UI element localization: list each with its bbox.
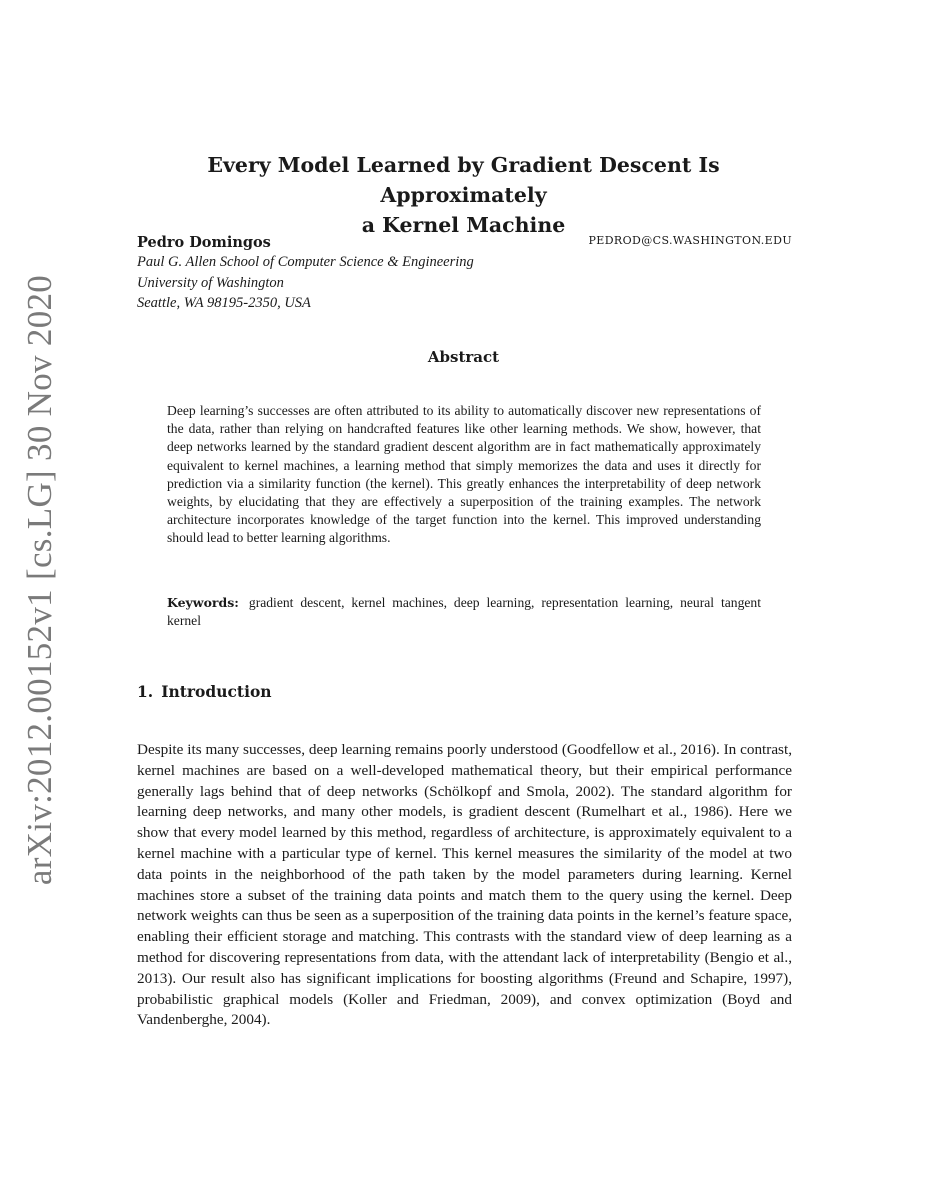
- keywords-text: gradient descent, kernel machines, deep learning, representation learning, neural tangent kernel: [167, 595, 761, 629]
- introduction-paragraph: Despite its many successes, deep learning remains poorly understood (Goodfellow et al., 2016). In contrast, kernel machines are based on a well-developed mathematical theory, but their empirical performance generally lags behind that of deep networks (Schölkopf and Smola, 2002). The standard algorithm for learning deep networks, and many other models, is gradient descent (Rumelhart et al., 1986). Here we show that every model learned by this method, regardless of architecture, is approximately equivalent to a kernel machine with a particular type of kernel. This kernel measures the similarity of the model at two data points in the neighborhood of the path taken by the model parameters during learning. Kernel machines store a subset of the training data points and match them to the query using the kernel. Deep network weights can thus be seen as a superposition of the training data points in the kernel’s feature space, enabling their efficient storage and matching. This contrasts with the standard view of deep learning as a method for discovering representations from data, with the attendant lack of interpretability (Bengio et al., 2013). Our result also has significant implications for boosting algorithms (Freund and Schapire, 1997), probabilistic graphical models (Koller and Friedman, 2009), and convex optimization (Boyd and Vandenberghe, 2004).: [137, 741, 792, 1029]
- title-line-1: Every Model Learned by Gradient Descent Is Approximately: [207, 153, 720, 207]
- section-number: 1.: [137, 682, 154, 701]
- author-row: [137, 232, 792, 252]
- author-email: PEDROD@CS.WASHINGTON.EDU: [588, 234, 792, 247]
- section-title: Introduction: [161, 682, 272, 701]
- keywords: [167, 594, 761, 630]
- paper-title: [130, 150, 797, 240]
- title-line-2: a Kernel Machine: [361, 213, 566, 237]
- author-name: Pedro Domingos: [137, 234, 271, 251]
- affiliation-line-1: Paul G. Allen School of Computer Science & Engineering: [137, 254, 474, 270]
- affiliation-line-3: Seattle, WA 98195-2350, USA: [137, 295, 311, 311]
- abstract-heading: Abstract: [427, 348, 500, 366]
- affiliation-line-2: University of Washington: [137, 274, 284, 291]
- keywords-label: Keywords:: [167, 595, 239, 610]
- arxiv-identifier-stamp: arXiv:2012.00152v1 [cs.LG] 30 Nov 2020: [20, 274, 59, 886]
- author-block: [137, 232, 792, 314]
- section-heading-introduction: [137, 682, 272, 701]
- abstract-text: Deep learning’s successes are often attributed to its ability to automatically discover new representations of the data, rather than relying on handcrafted features like other learning methods. We show, however, that deep networks learned by the standard gradient descent algorithm are in fact mathematically approximately equivalent to kernel machines, a learning method that simply memorizes the data and uses it directly for prediction via a similarity function (the kernel). This greatly enhances the interpretability of deep network weights, by elucidating that they are effectively a superposition of the training examples. The network architecture incorporates knowledge of the target function into the kernel. This improved understanding should lead to better learning algorithms.: [167, 403, 761, 546]
